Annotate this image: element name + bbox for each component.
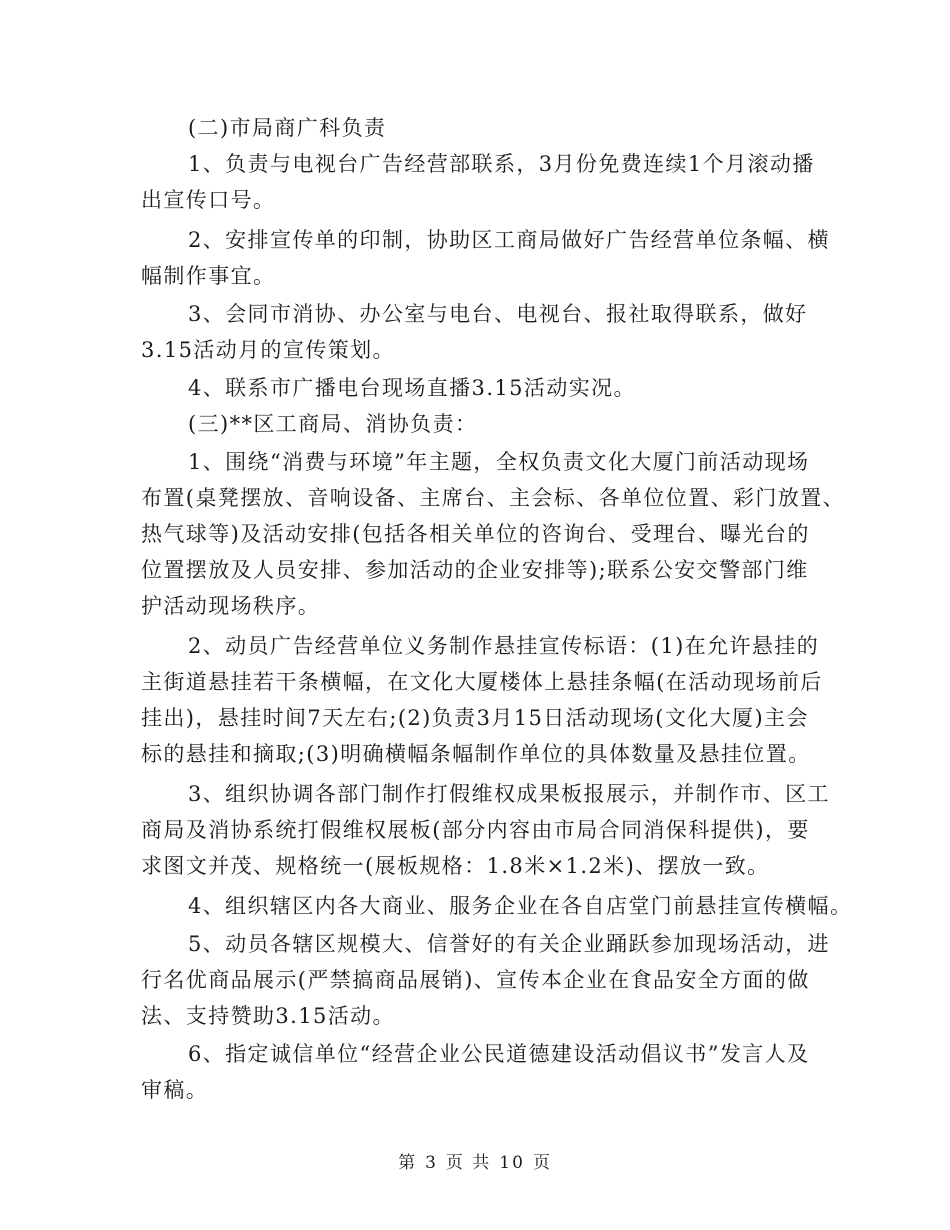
footer-total-pages: 10: [499, 1153, 525, 1173]
text-line: 主街道悬挂若干条横幅，在文化大厦楼体上悬挂条幅(在活动现场前后: [141, 670, 823, 694]
text-line: 位置摆放及人员安排、参加活动的企业安排等);联系公安交警部门维: [141, 558, 809, 582]
text-line: 2、动员广告经营单位义务制作悬挂宣传标语：(1)在允许悬挂的: [188, 634, 820, 658]
text-line: 商局及消协系统打假维权展板(部分内容由市局合同消保科提供)，要: [141, 818, 810, 842]
footer-middle: 页 共: [445, 1153, 492, 1173]
text-line: 出宣传口号。: [141, 188, 276, 212]
text-line: 热气球等)及活动安排(包括各相关单位的咨询台、受理台、曝光台的: [141, 522, 810, 546]
text-line: 2、安排宣传单的印制，协助区工商局做好广告经营单位条幅、横: [188, 228, 830, 252]
text-line: 求图文并茂、规格统一(展板规格：1.8米×1.2米)、摆放一致。: [141, 854, 770, 878]
text-line: 3、组织协调各部门制作打假维权成果板报展示，并制作市、区工: [188, 782, 830, 806]
footer-page-number: 3: [425, 1153, 438, 1173]
text-line: 标的悬挂和摘取;(3)明确横幅条幅制作单位的具体数量及悬挂位置。: [141, 742, 811, 766]
text-line: 行名优商品展示(严禁搞商品展销)、宣传本企业在食品安全方面的做: [141, 968, 810, 992]
text-line: 6、指定诚信单位“经营企业公民道德建设活动倡议书”发言人及: [188, 1042, 810, 1066]
page-footer: [0, 1152, 950, 1174]
text-line: 幅制作事宜。: [141, 264, 276, 288]
text-line: 4、组织辖区内各大商业、服务企业在各自店堂门前悬挂宣传横幅。: [188, 894, 853, 918]
text-line: (二)市局商广科负责: [188, 116, 387, 140]
text-line: 法、支持赞助3.15活动。: [141, 1004, 395, 1028]
text-line: 护活动现场秩序。: [141, 594, 321, 618]
text-line: 3.15活动月的宣传策划。: [141, 338, 395, 362]
text-line: 5、动员各辖区规模大、信誉好的有关企业踊跃参加现场活动，进: [188, 932, 830, 956]
text-line: 挂出)，悬挂时间7天左右;(2)负责3月15日活动现场(文化大厦)主会: [141, 706, 809, 730]
text-line: 1、围绕“消费与环境”年主题，全权负责文化大厦门前活动现场: [188, 450, 810, 474]
footer-suffix: 页: [532, 1153, 552, 1173]
text-line: (三)**区工商局、消协负责：: [188, 412, 478, 436]
text-line: 4、联系市广播电台现场直播3.15活动实况。: [188, 376, 636, 400]
footer-prefix: 第: [398, 1153, 418, 1173]
text-line: 1、负责与电视台广告经营部联系，3月份免费连续1个月滚动播: [188, 152, 815, 176]
text-line: 布置(桌凳摆放、音响设备、主席台、主会标、各单位位置、彩门放置、: [141, 486, 845, 510]
text-line: 审稿。: [141, 1078, 209, 1102]
text-line: 3、会同市消协、办公室与电台、电视台、报社取得联系，做好: [188, 302, 808, 326]
